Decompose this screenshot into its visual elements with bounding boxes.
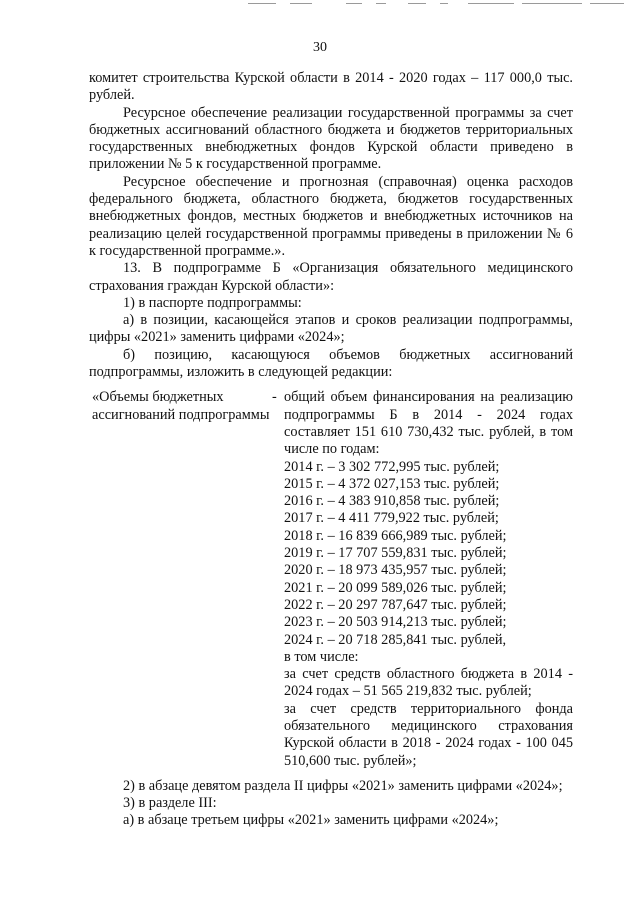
funding-year-2014: 2014 г. – 3 302 772,995 тыс. рублей; bbox=[284, 458, 500, 475]
funding-year-2016: 2016 г. – 4 383 910,858 тыс. рублей; bbox=[284, 493, 500, 510]
paragraph-construction-committee: комитет строительства Курской области в 2014 - 2020 годах – 117 000,0 тыс. рублей. bbox=[89, 70, 573, 104]
passport-table bbox=[89, 389, 573, 770]
paragraph-section-3-item-a: а) в абзаце третьем цифры «2021» заменить цифрами «2024»; bbox=[123, 812, 499, 829]
paragraph-item-a: а) в позиции, касающейся этапов и сроков реализации подпрограммы, цифры «2021» заменить цифрами «2024»; bbox=[89, 312, 573, 346]
document-body bbox=[89, 70, 573, 830]
funding-year-2024: 2024 г. – 20 718 285,841 тыс. рублей, bbox=[284, 631, 507, 648]
including-label: в том числе: bbox=[284, 648, 359, 665]
funding-year-2023: 2023 г. – 20 503 914,213 тыс. рублей; bbox=[284, 614, 507, 631]
funding-insurance-fund: за счет средств территориального фонда обязательного медицинского страхования Курской области в 2018 - 2024 годах - 100 045 510,600 тыс. рублей»; bbox=[284, 700, 573, 769]
paragraph-subprogram-b: 13. В подпрограмме Б «Организация обязательного медицинского страхования граждан Курской области»: bbox=[89, 260, 573, 294]
funding-by-year-list bbox=[284, 459, 573, 667]
funding-year-2015: 2015 г. – 4 372 027,153 тыс. рублей; bbox=[284, 475, 500, 492]
paragraph-section-2: 2) в абзаце девятом раздела II цифры «2021» заменить цифрами «2024»; bbox=[123, 777, 563, 794]
paragraph-resource-appendix-5: Ресурсное обеспечение реализации государственной программы за счет бюджетных ассигнований областного бюджета и бюджетов территориальных государственных внебюджетных фондов Курской области приведено в приложении № 5 к государственной программе. bbox=[89, 104, 573, 173]
paragraph-resource-appendix-6: Ресурсное обеспечение и прогнозная (справочная) оценка расходов федерального бюджета, областного бюджета, бюджетов государственных внебюджетных фондов, местных бюджетов и внебюджетных источников на реализацию целей государственной программы приведены в приложении № 6 к государственной программе.». bbox=[89, 173, 573, 259]
paragraph-section-3: 3) в разделе III: bbox=[123, 795, 217, 812]
funding-year-2022: 2022 г. – 20 297 787,647 тыс. рублей; bbox=[284, 596, 507, 613]
funding-year-2019: 2019 г. – 17 707 559,831 тыс. рублей; bbox=[284, 545, 507, 562]
funding-regional-budget: за счет средств областного бюджета в 2014 - 2024 годах – 51 565 219,832 тыс. рублей; bbox=[284, 666, 573, 700]
funding-year-2020: 2020 г. – 18 973 435,957 тыс. рублей; bbox=[284, 562, 507, 579]
paragraph-item-b: б) позицию, касающуюся объемов бюджетных ассигнований подпрограммы, изложить в следующей редакции: bbox=[89, 346, 573, 381]
page-number: 30 bbox=[313, 40, 327, 55]
funding-year-2017: 2017 г. – 4 411 779,922 тыс. рублей; bbox=[284, 510, 499, 527]
funding-year-2021: 2021 г. – 20 099 589,026 тыс. рублей; bbox=[284, 579, 507, 596]
table-label-cell: «Объемы бюджетных ассигнований подпрограммы bbox=[92, 389, 270, 423]
funding-year-2018: 2018 г. – 16 839 666,989 тыс. рублей; bbox=[284, 527, 507, 544]
funding-intro: общий объем финансирования на реализацию подпрограммы Б в 2014 - 2024 годах составляет 151 610 730,432 тыс. рублей, в том числе по годам: bbox=[284, 389, 573, 458]
amendments-continued bbox=[89, 778, 573, 830]
scan-edge-marks bbox=[0, 2, 640, 6]
paragraph-passport: 1) в паспорте подпрограммы: bbox=[123, 294, 302, 311]
table-value-cell bbox=[284, 389, 573, 770]
table-dash: - bbox=[272, 389, 277, 406]
